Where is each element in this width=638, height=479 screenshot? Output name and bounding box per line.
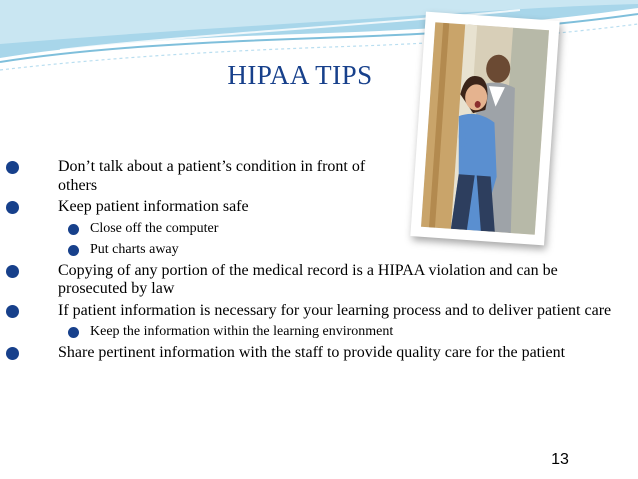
bullet-dot-icon (6, 265, 19, 278)
sub-bullet-text: Close off the computer (90, 220, 219, 236)
bullet-text: If patient information is necessary for your learning process and to deliver patient care (58, 301, 612, 319)
bullet-dot-icon (6, 161, 19, 174)
bullet-list (6, 158, 630, 366)
bullet-item (6, 262, 630, 299)
sub-bullet-text: Keep the information within the learning environment (90, 324, 394, 339)
sub-bullet-item (6, 220, 630, 238)
bullet-item (6, 302, 630, 321)
page-number: 13 (551, 451, 569, 468)
slide-title: HIPAA TIPS (227, 60, 373, 90)
sub-bullet-dot-icon (68, 245, 79, 256)
sub-bullet-text: Put charts away (90, 241, 179, 257)
bullet-item (6, 198, 630, 217)
sub-bullet-dot-icon (68, 224, 79, 235)
bullet-item (6, 158, 392, 195)
sub-bullet-item (6, 323, 630, 341)
bullet-text: Copying of any portion of the medical record is a HIPAA violation and can be prosecuted by law (58, 261, 558, 297)
bullet-dot-icon (6, 305, 19, 318)
bullet-dot-icon (6, 347, 19, 360)
bullet-text: Share pertinent information with the staff to provide quality care for the patient (58, 344, 566, 361)
sub-bullet-item (6, 241, 630, 259)
bullet-item (6, 344, 630, 363)
bullet-text: Don’t talk about a patient’s condition in front of others (58, 158, 366, 194)
sub-bullet-dot-icon (68, 327, 79, 338)
bullet-dot-icon (6, 201, 19, 214)
bullet-text: Keep patient information safe (58, 198, 249, 215)
